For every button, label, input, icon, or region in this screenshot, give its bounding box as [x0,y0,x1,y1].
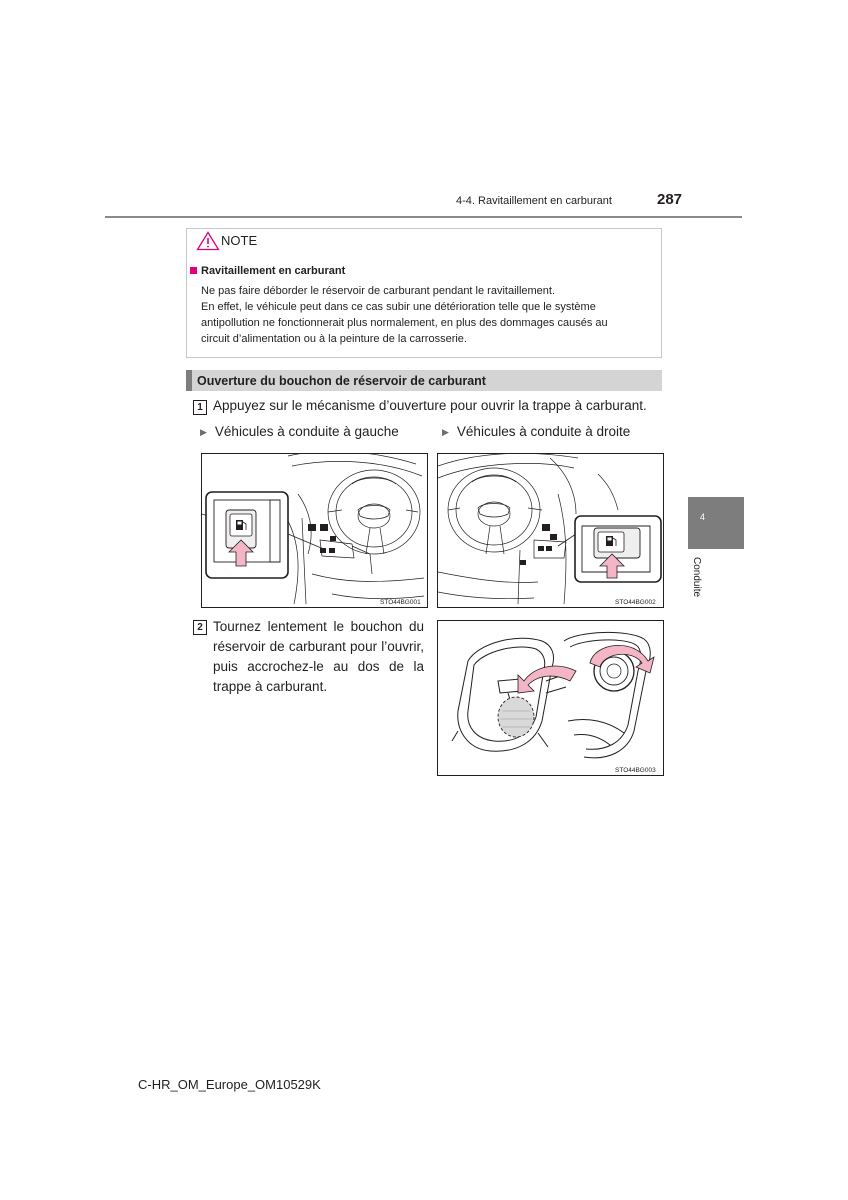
step-2-line: puis accrochez-le au dos de la [213,659,424,674]
chapter-label: Conduite [691,557,702,598]
variant-right-hand-drive [442,424,630,439]
step-1-text: Appuyez sur le mécanisme d’ouverture pour ouvrir la trappe à carburant. [213,398,647,413]
step-2-line: trappe à carburant. [213,679,328,694]
section-heading-accent [186,370,192,391]
page-number: 287 [657,191,683,208]
step-number-1: 1 [193,400,207,415]
step-number-2: 2 [193,620,207,635]
step-2-line: Tournez lentement le bouchon du [213,619,424,634]
dashboard-illustration [202,454,427,607]
hooked-cap [498,697,534,737]
figure-code: STO44BG003 [615,767,656,774]
note-title: NOTE [221,233,258,248]
figure-code: STO44BG002 [615,599,656,606]
note-line: Ne pas faire déborder le réservoir de carburant pendant le ravitaillement. [201,285,556,297]
step-2-line: réservoir de carburant pour l’ouvrir, [213,639,424,654]
triangle-right-icon: ▶ [442,427,449,437]
warning-triangle-icon [196,231,220,251]
figure-right-hand-drive [437,453,664,608]
variant-left-hand-drive [200,424,399,439]
note-heading: Ravitaillement en carburant [201,265,346,277]
fuel-cap-illustration [438,621,663,775]
square-bullet-icon [190,267,197,274]
header-rule [105,216,742,218]
dashboard-illustration [438,454,663,607]
note-line: antipollution ne fonctionnerait plus normalement, en plus des dommages causés au [201,317,608,329]
figure-code: STO44BG001 [380,599,421,606]
section-header: 4-4. Ravitaillement en carburant [456,195,612,207]
document-id: C-HR_OM_Europe_OM10529K [138,1077,321,1092]
triangle-right-icon: ▶ [200,427,207,437]
note-heading-row [190,265,345,277]
note-line: circuit d’alimentation ou à la peinture de la carrosserie. [201,333,467,345]
note-line: En effet, le véhicule peut dans ce cas subir une détérioration telle que le système [201,301,596,313]
move-arrow-icon [518,666,576,693]
figure-fuel-cap [437,620,664,776]
section-title: Ouverture du bouchon de réservoir de carburant [197,374,486,388]
chapter-tab [688,497,744,549]
chapter-number: 4 [700,512,706,522]
figure-left-hand-drive [201,453,428,608]
variant-label: Véhicules à conduite à droite [456,424,631,439]
variant-label: Véhicules à conduite à gauche [214,424,399,439]
